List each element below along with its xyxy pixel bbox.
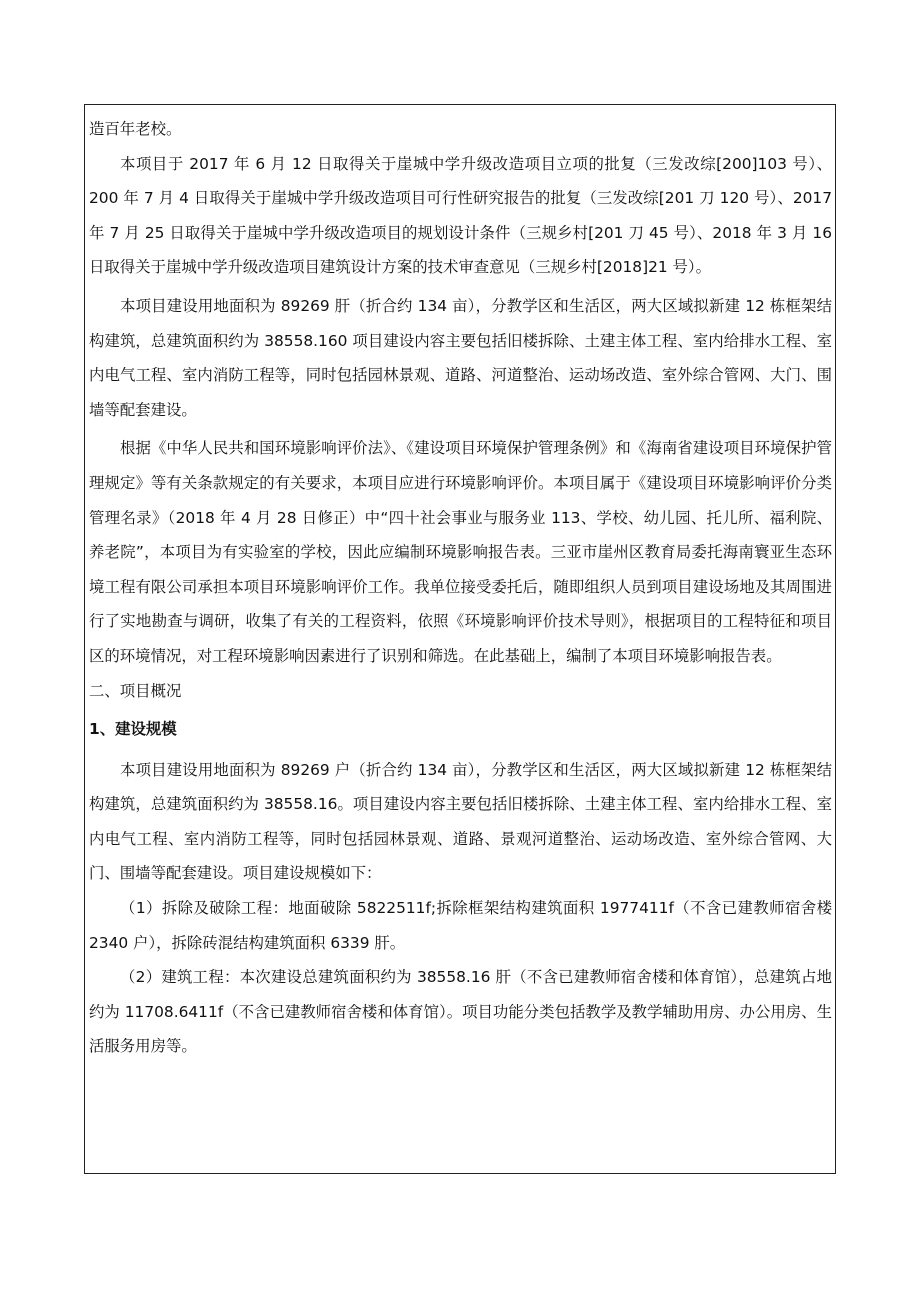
paragraph-eia-basis: 根据《中华人民共和国环境影响评价法》、《建设项目环境保护管理条例》和《海南省建设项目环境保护管理规定》等有关条款规定的有关要求，本项目应进行环境影响评价。本项目属于《建设项目环境影响评价分类管理名录》（2018 年 4 月 28 日修正）中“四十社会事业与服务业 113、学校、幼儿园、托儿所、福利院、养老院”，本项目为有实验室的学校，因此应编制环境影响报告表。三亚市崖州区教育局委托海南寰亚生态环境工程有限公司承担本项目环境影响评价工作。我单位接受委托后，随即组织人员到项目建设场地及其周围进行了实地勘查与调研，收集了有关的工程资料，依照《环境影响评价技术导则》，根据项目的工程特征和项目区的环境情况，对工程环境影响因素进行了识别和筛选。在此基础上，编制了本项目环境影响报告表。 (89, 439, 832, 665)
paragraph-scale: 本项目建设用地面积为 89269 户（折合约 134 亩），分教学区和生活区，两大区域拟新建 12 栋框架结构建筑，总建筑面积约为 38558.16。项目建设内容主要包括旧楼拆除、土建主体工程、室内给排水工程、室内电气工程、室内消防工程等，同时包括园林景观、道路、景观河道整治、运动场改造、室外综合管网、大门、围墙等配套建设。项目建设规模如下： (89, 760, 832, 883)
subsection-heading-scale: 1、建设规模 (89, 720, 177, 739)
paragraph-continuation: 造百年老校。 (89, 120, 182, 138)
paragraph-site-area: 本项目建设用地面积为 89269 肝（折合约 134 亩），分教学区和生活区，两大区域拟新建 12 栋框架结构建筑，总建筑面积约为 38558.160 项目建设内容主要包括旧楼拆除、土建主体工程、室内给排水工程、室内电气工程、室内消防工程等，同时包括园林景观、道路、河道整治、运动场改造、室外综合管网、大门、围墙等配套建设。 (89, 296, 832, 419)
document-body (89, 112, 832, 1064)
section-heading-overview: 二、项目概况 (89, 681, 182, 700)
paragraph-construction: （2）建筑工程：本次建设总建筑面积约为 38558.16 肝（不含已建教师宿舍楼和体育馆），总建筑占地约为 11708.6411f（不含已建教师宿舍楼和体育馆）。项目功能分类包括教学及教学辅助用房、办公用房、生活服务用房等。 (89, 968, 832, 1056)
paragraph-demolition: （1）拆除及破除工程：地面破除 5822511f;拆除框架结构建筑面积 1977411f（不含已建教师宿舍楼 2340 户），拆除砖混结构建筑面积 6339 肝。 (89, 899, 832, 952)
paragraph-approvals: 本项目于 2017 年 6 月 12 日取得关于崖城中学升级改造项目立项的批复（三发改综[200]103 号）、200 年 7 月 4 日取得关于崖城中学升级改造项目可行性研究报告的批复（三发改综[201 刀 120 号）、2017 年 7 月 25 日取得关于崖城中学升级改造项目的规划设计条件（三规乡村[201 刀 45 号）、2018 年 3 月 16 日取得关于崖城中学升级改造项目建筑设计方案的技术审查意见（三规乡村[2018]21 号）。 (89, 154, 832, 277)
